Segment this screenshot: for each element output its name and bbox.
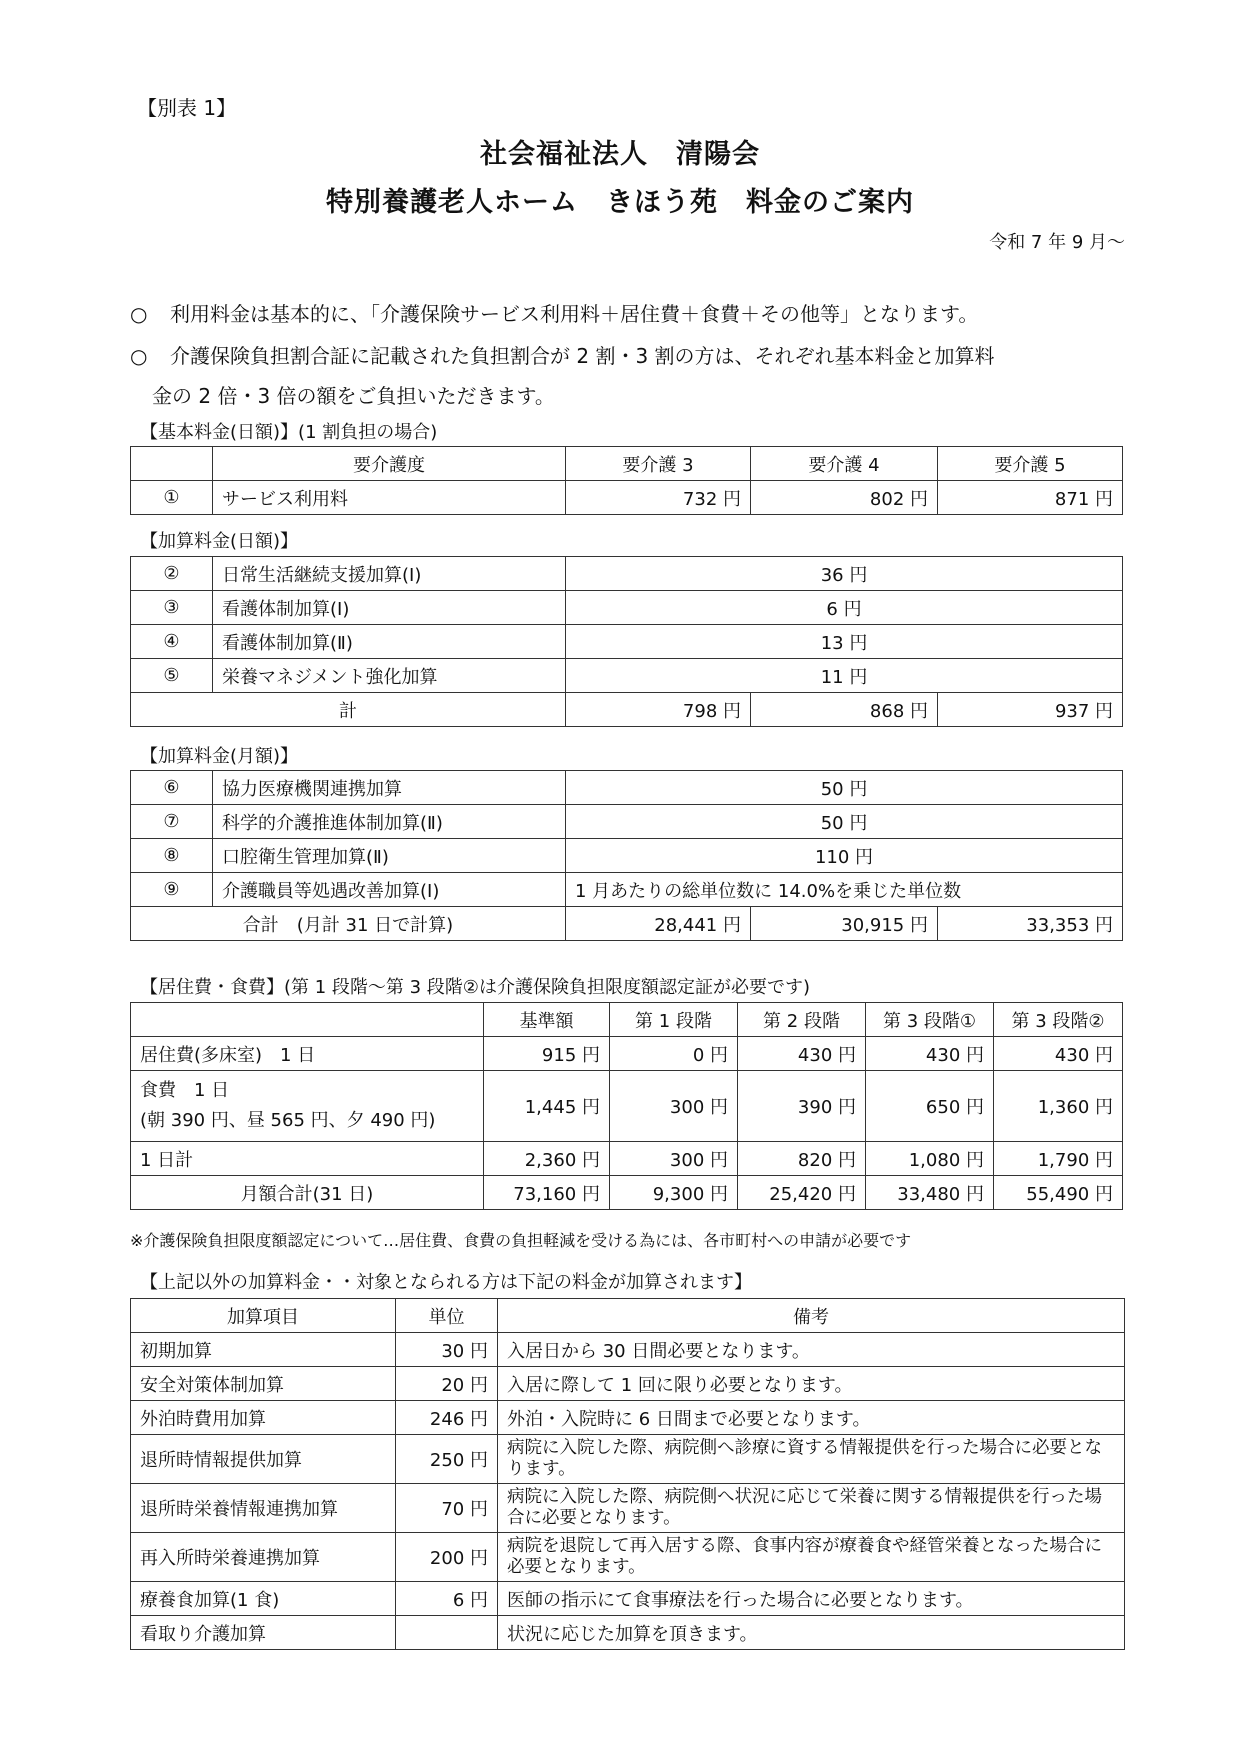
header-cell: 要介護 4: [751, 447, 938, 481]
row-label: 栄養マネジメント強化加算: [213, 659, 566, 693]
note-cell: 病院を退院して再入居する際、食事内容が療養食や経管栄養となった場合に必要となります。: [498, 1533, 1125, 1582]
total-label: 合計 (月計 31 日で計算): [131, 907, 566, 941]
total-cell: 33,353 円: [938, 907, 1123, 941]
value-cell: 25,420 円: [738, 1176, 866, 1210]
value-cell: 1,360 円: [994, 1071, 1123, 1142]
daily-add-table: [130, 556, 1123, 727]
other-add-table: [130, 1298, 1125, 1650]
header-cell: 第 1 段階: [610, 1003, 738, 1037]
value-cell: 802 円: [751, 481, 938, 515]
row-label: 介護職員等処遇改善加算(Ⅰ): [213, 873, 566, 907]
row-label: 食費 1 日 (朝 390 円、昼 565 円、夕 490 円): [131, 1071, 484, 1142]
value-cell: 390 円: [738, 1071, 866, 1142]
monthly-add-heading: 【加算料金(月額)】: [140, 746, 299, 767]
table-header-row: [131, 447, 1123, 481]
total-cell: 868 円: [751, 693, 938, 727]
total-cell: 937 円: [938, 693, 1123, 727]
row-label: 居住費(多床室) 1 日: [131, 1037, 484, 1071]
other-add-heading: 【上記以外の加算料金・・対象となられる方は下記の料金が加算されます】: [140, 1272, 752, 1293]
table-header-row: [131, 1003, 1123, 1037]
housing-heading: 【居住費・食費】(第 1 段階〜第 3 段階②は介護保険負担限度額認定証が必要です): [140, 977, 810, 998]
value-cell: 1,080 円: [866, 1142, 994, 1176]
intro-line-1: ○ 利用料金は基本的に、「介護保険サービス利用料＋居住費＋食費＋その他等」となります。: [130, 297, 1120, 331]
value-cell: 1 月あたりの総単位数に 14.0%を乗じた単位数: [566, 873, 1123, 907]
note-cell: 状況に応じた加算を頂きます。: [498, 1616, 1125, 1650]
total-cell: 28,441 円: [566, 907, 751, 941]
table-row: [131, 771, 1123, 805]
daily-add-heading: 【加算料金(日額)】: [140, 531, 299, 552]
note-cell: 医師の指示にて食事療法を行った場合に必要となります。: [498, 1582, 1125, 1616]
value-cell: 246 円: [396, 1401, 498, 1435]
table-row: [131, 1142, 1123, 1176]
value-cell: 430 円: [994, 1037, 1123, 1071]
row-label: 看護体制加算(Ⅰ): [213, 591, 566, 625]
table-row: [131, 557, 1123, 591]
value-cell: 250 円: [396, 1435, 498, 1484]
table-row: [131, 591, 1123, 625]
row-label: 外泊時費用加算: [131, 1401, 396, 1435]
value-cell: 110 円: [566, 839, 1123, 873]
row-number: ⑧: [131, 839, 213, 873]
value-cell: 871 円: [938, 481, 1123, 515]
header-cell: 基準額: [484, 1003, 610, 1037]
effective-date: 令和 7 年 9 月〜: [989, 232, 1125, 253]
header-cell: 要介護度: [213, 447, 566, 481]
total-cell: 798 円: [566, 693, 751, 727]
value-cell: 650 円: [866, 1071, 994, 1142]
circle-marker: ○: [130, 302, 148, 326]
value-cell: 1,790 円: [994, 1142, 1123, 1176]
note-cell: 病院に入院した際、病院側へ診療に資する情報提供を行った場合に必要となります。: [498, 1435, 1125, 1484]
row-label: 協力医療機関連携加算: [213, 771, 566, 805]
row-label: 1 日計: [131, 1142, 484, 1176]
value-cell: 70 円: [396, 1484, 498, 1533]
row-number: ⑦: [131, 805, 213, 839]
table-row: [131, 873, 1123, 907]
intro-line-2: ○ 介護保険負担割合証に記載された負担割合が 2 割・3 割の方は、それぞれ基本料金と加算料: [130, 339, 1120, 373]
value-cell: 300 円: [610, 1071, 738, 1142]
table-row: [131, 659, 1123, 693]
total-row: [131, 693, 1123, 727]
housing-table: [130, 1002, 1123, 1210]
total-row: [131, 1176, 1123, 1210]
basic-fee-table: [130, 446, 1123, 515]
table-row: [131, 1367, 1125, 1401]
intro-line-3: 金の 2 倍・3 倍の額をご負担いただきます。: [152, 384, 555, 408]
header-cell: 備考: [498, 1299, 1125, 1333]
circle-marker: ○: [130, 344, 148, 368]
organization-title: 社会福祉法人 清陽会: [480, 139, 760, 170]
row-number: ④: [131, 625, 213, 659]
value-cell: 13 円: [566, 625, 1123, 659]
value-cell: 11 円: [566, 659, 1123, 693]
value-cell: 430 円: [738, 1037, 866, 1071]
value-cell: [396, 1616, 498, 1650]
total-label: 計: [131, 693, 566, 727]
note-cell: 入居日から 30 日間必要となります。: [498, 1333, 1125, 1367]
header-cell: 第 2 段階: [738, 1003, 866, 1037]
header-cell: 要介護 5: [938, 447, 1123, 481]
header-cell: 単位: [396, 1299, 498, 1333]
row-label: 退所時栄養情報連携加算: [131, 1484, 396, 1533]
value-cell: 9,300 円: [610, 1176, 738, 1210]
value-cell: 36 円: [566, 557, 1123, 591]
row-label: 看取り介護加算: [131, 1616, 396, 1650]
value-cell: 0 円: [610, 1037, 738, 1071]
table-row: [131, 1616, 1125, 1650]
value-cell: 820 円: [738, 1142, 866, 1176]
table-row: [131, 481, 1123, 515]
table-header-row: [131, 1299, 1125, 1333]
row-number: ③: [131, 591, 213, 625]
footnote: ※介護保険負担限度額認定について…居住費、食費の負担軽減を受ける為には、各市町村への申請が必要です: [130, 1231, 912, 1250]
header-cell: 要介護 3: [566, 447, 751, 481]
document-tag: 【別表 1】: [137, 96, 237, 120]
value-cell: 73,160 円: [484, 1176, 610, 1210]
row-number: ①: [131, 481, 213, 515]
row-label: 口腔衛生管理加算(Ⅱ): [213, 839, 566, 873]
table-row: [131, 1435, 1125, 1484]
value-cell: 1,445 円: [484, 1071, 610, 1142]
value-cell: 6 円: [396, 1582, 498, 1616]
table-row: [131, 805, 1123, 839]
value-cell: 300 円: [610, 1142, 738, 1176]
table-row: [131, 1037, 1123, 1071]
value-cell: 2,360 円: [484, 1142, 610, 1176]
value-cell: 30 円: [396, 1333, 498, 1367]
value-cell: 20 円: [396, 1367, 498, 1401]
row-label: 科学的介護推進体制加算(Ⅱ): [213, 805, 566, 839]
table-row: [131, 625, 1123, 659]
table-row: [131, 1333, 1125, 1367]
table-row: [131, 1533, 1125, 1582]
table-row: [131, 1484, 1125, 1533]
header-cell: 第 3 段階②: [994, 1003, 1123, 1037]
page-title: 特別養護老人ホーム きほう苑 料金のご案内: [326, 187, 914, 218]
value-cell: 732 円: [566, 481, 751, 515]
note-cell: 入居に際して 1 回に限り必要となります。: [498, 1367, 1125, 1401]
header-cell: 第 3 段階①: [866, 1003, 994, 1037]
row-number: ⑤: [131, 659, 213, 693]
monthly-add-table: [130, 770, 1123, 941]
value-cell: 33,480 円: [866, 1176, 994, 1210]
table-row: [131, 1401, 1125, 1435]
total-row: [131, 907, 1123, 941]
value-cell: 430 円: [866, 1037, 994, 1071]
value-cell: 50 円: [566, 805, 1123, 839]
value-cell: 6 円: [566, 591, 1123, 625]
row-label: 初期加算: [131, 1333, 396, 1367]
row-label: 安全対策体制加算: [131, 1367, 396, 1401]
row-number: ⑥: [131, 771, 213, 805]
row-number: ②: [131, 557, 213, 591]
value-cell: 50 円: [566, 771, 1123, 805]
row-label: 看護体制加算(Ⅱ): [213, 625, 566, 659]
row-label: 再入所時栄養連携加算: [131, 1533, 396, 1582]
row-label: 療養食加算(1 食): [131, 1582, 396, 1616]
row-number: ⑨: [131, 873, 213, 907]
note-cell: 外泊・入院時に 6 日間まで必要となります。: [498, 1401, 1125, 1435]
row-label: 月額合計(31 日): [131, 1176, 484, 1210]
row-label: サービス利用料: [213, 481, 566, 515]
value-cell: 200 円: [396, 1533, 498, 1582]
note-cell: 病院に入院した際、病院側へ状況に応じて栄養に関する情報提供を行った場合に必要となります。: [498, 1484, 1125, 1533]
table-row: [131, 1582, 1125, 1616]
header-cell: 加算項目: [131, 1299, 396, 1333]
table-row: [131, 1071, 1123, 1142]
total-cell: 30,915 円: [751, 907, 938, 941]
value-cell: 915 円: [484, 1037, 610, 1071]
row-label: 日常生活継続支援加算(Ⅰ): [213, 557, 566, 591]
table-row: [131, 839, 1123, 873]
value-cell: 55,490 円: [994, 1176, 1123, 1210]
row-label: 退所時情報提供加算: [131, 1435, 396, 1484]
basic-fee-heading: 【基本料金(日額)】(1 割負担の場合): [140, 422, 438, 443]
